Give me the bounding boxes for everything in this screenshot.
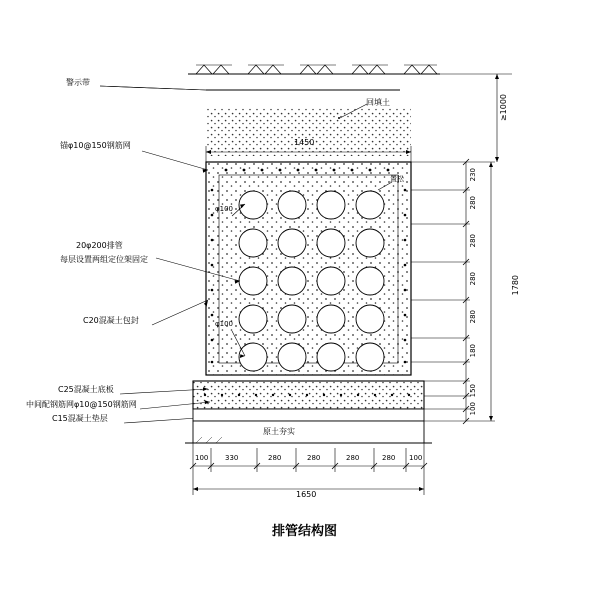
callout-c15-cushion: C15混凝土垫层 <box>52 414 108 423</box>
dim-label-b2: 330 <box>225 454 239 462</box>
callout-warning-tape: 警示带 <box>66 78 90 87</box>
base-slab <box>193 381 424 409</box>
drawing-title: 排管结构图 <box>272 524 338 539</box>
dim-label-b1: 100 <box>195 454 209 462</box>
dim-label-bottom-width: 1650 <box>296 490 317 499</box>
concrete-encasement-block <box>206 162 411 375</box>
dim-label-r4: 280 <box>469 272 477 286</box>
dim-label-b7: 100 <box>409 454 423 462</box>
callout-rebar-mesh-middle: 中间配钢筋网φ10@150钢筋网 <box>26 400 137 409</box>
callout-undisturbed-soil: 原土夯实 <box>263 427 295 436</box>
dim-label-r2: 280 <box>469 196 477 210</box>
dim-label-cover-depth: ≥1000 <box>499 94 508 122</box>
callout-c20-encasement: C20混凝土包封 <box>83 316 139 325</box>
callout-duct-spec-2: 每层设置两组定位架固定 <box>60 255 148 264</box>
dim-label-top-width: 1450 <box>294 138 315 147</box>
callout-c25-base-slab: C25混凝土底板 <box>58 385 114 394</box>
cushion-layer <box>193 409 424 443</box>
callout-rammed-note: 置松 <box>390 175 404 183</box>
callout-backfill: 回填土 <box>366 98 390 107</box>
dim-label-r1: 230 <box>469 168 477 182</box>
callout-duct-dia-bottom: φ100 <box>215 320 233 328</box>
dim-label-b5: 280 <box>346 454 360 462</box>
dim-label-r5: 280 <box>469 310 477 324</box>
dim-bottom-chain <box>190 443 427 495</box>
dim-label-r3: 280 <box>469 234 477 248</box>
backfill-zone <box>206 108 411 156</box>
ground-line-group <box>188 65 440 74</box>
callout-duct-dia-top: φ100 <box>215 205 233 213</box>
callout-steel-mesh: 锚φ10@150钢筋网 <box>60 141 131 150</box>
dim-label-r6: 180 <box>469 344 477 358</box>
dim-label-b3: 280 <box>268 454 282 462</box>
dim-label-total-height: 1780 <box>511 275 520 296</box>
dim-label-r7: 150 <box>469 384 477 398</box>
warning-tape-line <box>100 86 400 90</box>
callout-duct-spec-1: 20φ200排管 <box>76 241 123 250</box>
dim-label-r8: 100 <box>469 402 477 416</box>
dim-label-b6: 280 <box>382 454 396 462</box>
dim-label-b4: 280 <box>307 454 321 462</box>
dim-right-chain <box>411 74 512 424</box>
